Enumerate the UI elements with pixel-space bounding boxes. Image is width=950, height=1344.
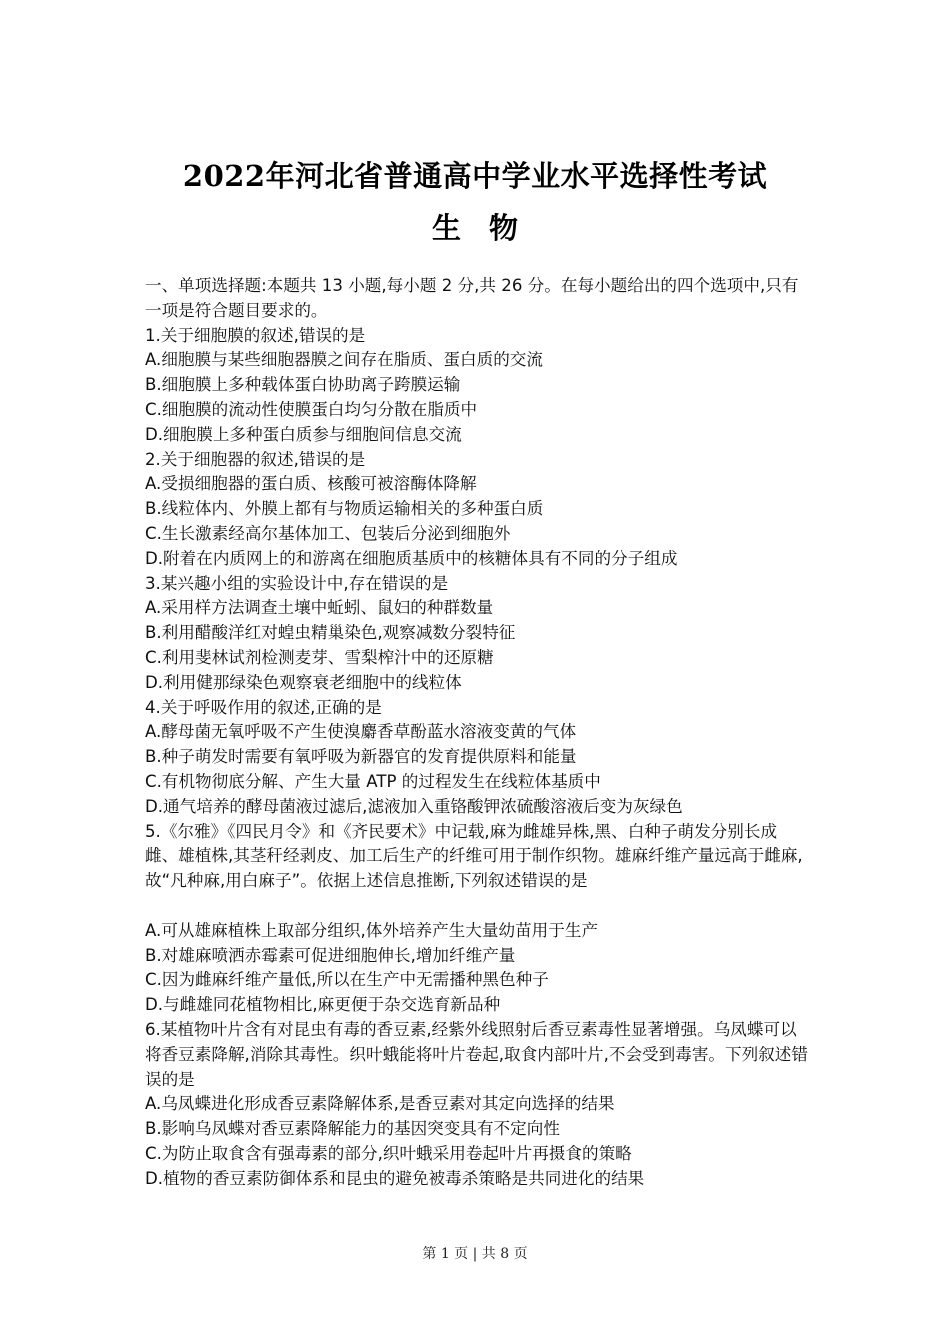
question-stem: 6.某植物叶片含有对昆虫有毒的香豆素,经紫外线照射后香豆素毒性显著增强。乌凤蝶可以将香豆素降解,消除其毒性。织叶蛾能将叶片卷起,取食内部叶片,不会受到毒害。下列叙述错误的是 <box>145 1019 808 1089</box>
option-b: B.种子萌发时需要有氧呼吸为新器官的发育提供原料和能量 <box>145 747 577 767</box>
question-6 <box>145 1018 810 1192</box>
option-a: A.细胞膜与某些细胞器膜之间存在脂质、蛋白质的交流 <box>145 350 543 370</box>
option-b: B.影响乌凤蝶对香豆素降解能力的基因突变具有不定向性 <box>145 1119 560 1139</box>
option-b: B.细胞膜上多种载体蛋白协助离子跨膜运输 <box>145 375 461 395</box>
option-c: C.因为雌麻纤维产量低,所以在生产中无需播种黑色种子 <box>145 970 549 990</box>
option-d: D.植物的香豆素防御体系和昆虫的避免被毒杀策略是共同进化的结果 <box>145 1168 645 1188</box>
exam-title: 2022年河北省普通高中学业水平选择性考试 <box>182 159 768 193</box>
option-b: B.对雄麻喷洒赤霉素可促进细胞伸长,增加纤维产量 <box>145 945 516 965</box>
exam-content <box>145 274 810 1191</box>
option-c: C.利用斐林试剂检测麦芽、雪梨榨汁中的还原糖 <box>145 647 494 667</box>
option-c: C.为防止取食含有强毒素的部分,织叶蛾采用卷起叶片再摄食的策略 <box>145 1143 632 1163</box>
question-5 <box>145 820 810 1018</box>
blank-line <box>145 894 810 919</box>
question-stem: 2.关于细胞器的叙述,错误的是 <box>145 449 366 469</box>
option-c: C.细胞膜的流动性使膜蛋白均匀分散在脂质中 <box>145 399 478 419</box>
question-stem: 5.《尔雅》《四民月令》和《齐民要术》中记载,麻为雌雄异株,黑、白种子萌发分别长成雌、雄植株,其茎秆经剥皮、加工后生产的纤维可用于制作织物。雄麻纤维产量远高于雌麻,故“凡种麻,用白麻子”。依据上述信息推断,下列叙述错误的是 <box>145 821 803 891</box>
page-footer: 第 1 页 | 共 8 页 <box>422 1246 528 1262</box>
option-d: D.与雌雄同花植物相比,麻更便于杂交选育新品种 <box>145 995 501 1015</box>
option-c: C.有机物彻底分解、产生大量 ATP 的过程发生在线粒体基质中 <box>145 771 601 791</box>
option-a: A.可从雄麻植株上取部分组织,体外培养产生大量幼苗用于生产 <box>145 920 599 940</box>
subject-title: 生物 <box>431 211 546 245</box>
option-b: B.线粒体内、外膜上都有与物质运输相关的多种蛋白质 <box>145 499 544 519</box>
question-stem: 1.关于细胞膜的叙述,错误的是 <box>145 325 366 345</box>
question-2 <box>145 448 810 572</box>
option-a: A.乌凤蝶进化形成香豆素降解体系,是香豆素对其定向选择的结果 <box>145 1094 615 1114</box>
option-d: D.通气培养的酵母菌液过滤后,滤液加入重铬酸钾浓硫酸溶液后变为灰绿色 <box>145 796 683 816</box>
option-a: A.采用样方法调查土壤中蚯蚓、鼠妇的种群数量 <box>145 598 494 618</box>
question-1 <box>145 324 810 448</box>
option-d: D.附着在内质网上的和游离在细胞质基质中的核糖体具有不同的分子组成 <box>145 548 678 568</box>
question-4 <box>145 696 810 820</box>
option-a: A.酵母菌无氧呼吸不产生使溴麝香草酚蓝水溶液变黄的气体 <box>145 722 577 742</box>
question-3 <box>145 572 810 696</box>
section-intro: 一、单项选择题:本题共 13 小题,每小题 2 分,共 26 分。在每小题给出的四个选项中,只有一项是符合题目要求的。 <box>145 276 799 320</box>
option-d: D.利用健那绿染色观察衰老细胞中的线粒体 <box>145 672 462 692</box>
option-d: D.细胞膜上多种蛋白质参与细胞间信息交流 <box>145 424 462 444</box>
question-stem: 3.某兴趣小组的实验设计中,存在错误的是 <box>145 573 449 593</box>
question-stem: 4.关于呼吸作用的叙述,正确的是 <box>145 697 382 717</box>
option-c: C.生长激素经高尔基体加工、包装后分泌到细胞外 <box>145 523 511 543</box>
option-b: B.利用醋酸洋红对蝗虫精巢染色,观察减数分裂特征 <box>145 623 516 643</box>
option-a: A.受损细胞器的蛋白质、核酸可被溶酶体降解 <box>145 474 477 494</box>
